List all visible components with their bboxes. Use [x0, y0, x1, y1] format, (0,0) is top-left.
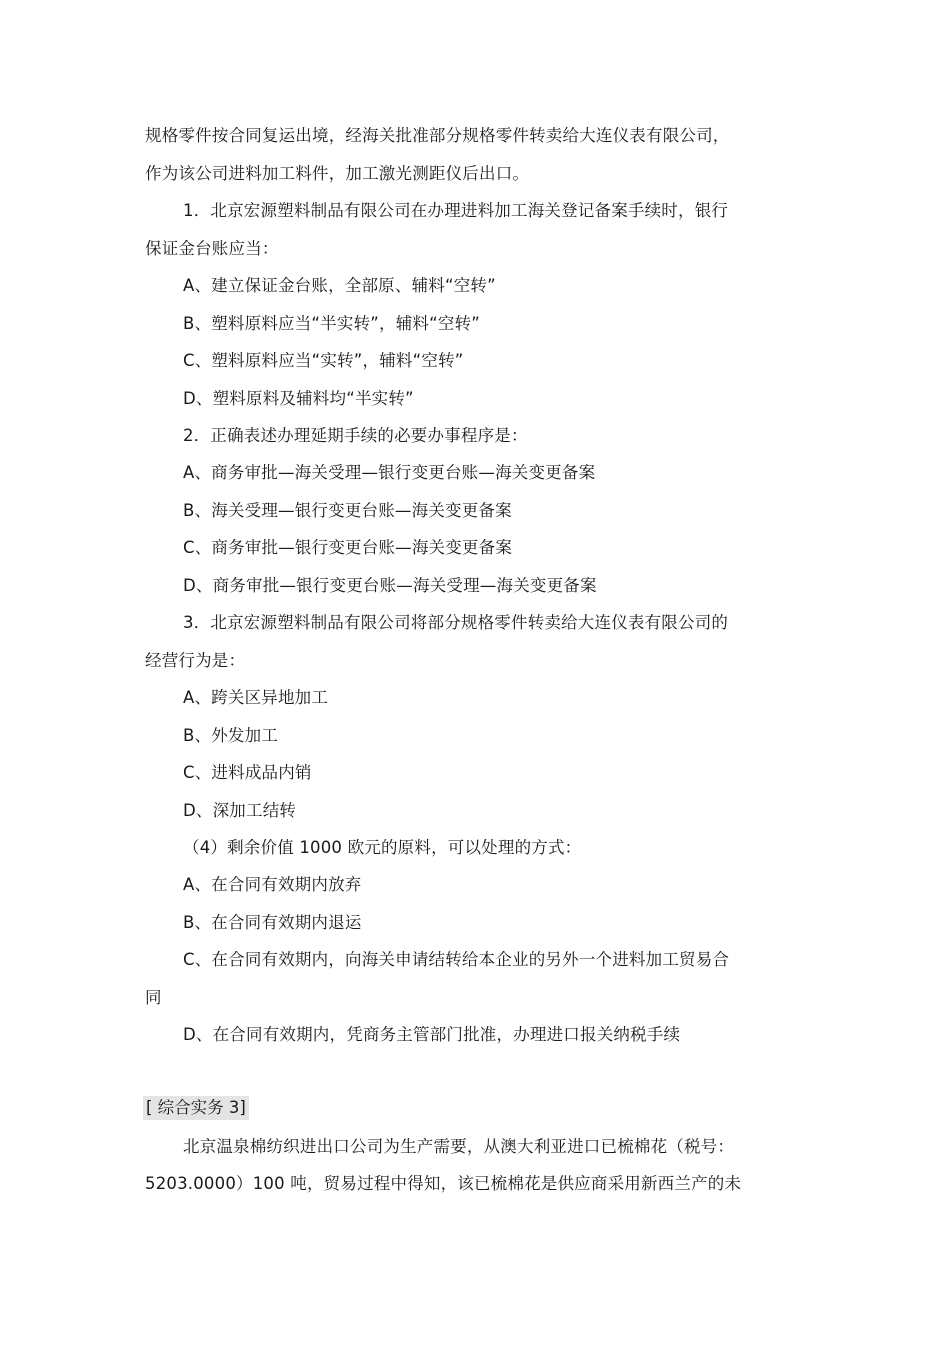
question-4-option-c: C、在合同有效期内，向海关申请结转给本企业的另外一个进料加工贸易合: [183, 950, 730, 969]
paragraph-line: 规格零件按合同复运出境，经海关批准部分规格零件转卖给大连仪表有限公司，: [145, 126, 730, 145]
case-paragraph-line: 北京温泉棉纺织进出口公司为生产需要，从澳大利亚进口已梳棉花（税号：: [183, 1137, 735, 1156]
question-3: 3．北京宏源塑料制品有限公司将部分规格零件转卖给大连仪表有限公司的: [183, 613, 729, 632]
question-1-option-c: C、塑料原料应当“实转”，辅料“空转”: [183, 351, 464, 370]
question-1-option-b: B、塑料原料应当“半实转”，辅料“空转”: [183, 314, 481, 333]
question-3-continued: 经营行为是：: [145, 651, 246, 670]
paragraph-line: 作为该公司进料加工料件，加工激光测距仪后出口。: [145, 164, 530, 183]
question-1-option-a: A、建立保证金台账，全部原、辅料“空转”: [183, 276, 496, 295]
question-4-option-b: B、在合同有效期内退运: [183, 913, 362, 932]
question-2-option-b: B、海关受理—银行变更台账—海关变更备案: [183, 501, 512, 520]
question-1: 1．北京宏源塑料制品有限公司在办理进料加工海关登记备案手续时，银行: [183, 201, 729, 220]
question-2-option-d: D、商务审批—银行变更台账—海关受理—海关变更备案: [183, 576, 597, 595]
question-2: 2．正确表述办理延期手续的必要办事程序是：: [183, 426, 528, 445]
question-2-option-a: A、商务审批—海关受理—银行变更台账—海关变更备案: [183, 463, 596, 482]
question-3-option-b: B、外发加工: [183, 726, 279, 745]
question-2-option-c: C、商务审批—银行变更台账—海关变更备案: [183, 538, 513, 557]
question-4: （4）剩余价值 1000 欧元的原料，可以处理的方式：: [183, 838, 582, 857]
question-4-option-c-continued: 同: [145, 988, 162, 1007]
question-3-option-a: A、跨关区异地加工: [183, 688, 329, 707]
question-1-continued: 保证金台账应当：: [145, 239, 279, 258]
question-3-option-d: D、深加工结转: [183, 801, 297, 820]
case-paragraph-line: 5203.0000）100 吨，贸易过程中得知，该已梳棉花是供应商采用新西兰产的未: [145, 1174, 742, 1193]
section-label: [ 综合实务 3]: [143, 1096, 249, 1120]
question-3-option-c: C、进料成品内销: [183, 763, 312, 782]
question-1-option-d: D、塑料原料及辅料均“半实转”: [183, 389, 414, 408]
question-4-option-a: A、在合同有效期内放弃: [183, 875, 362, 894]
question-4-option-d: D、在合同有效期内，凭商务主管部门批准，办理进口报关纳税手续: [183, 1025, 681, 1044]
